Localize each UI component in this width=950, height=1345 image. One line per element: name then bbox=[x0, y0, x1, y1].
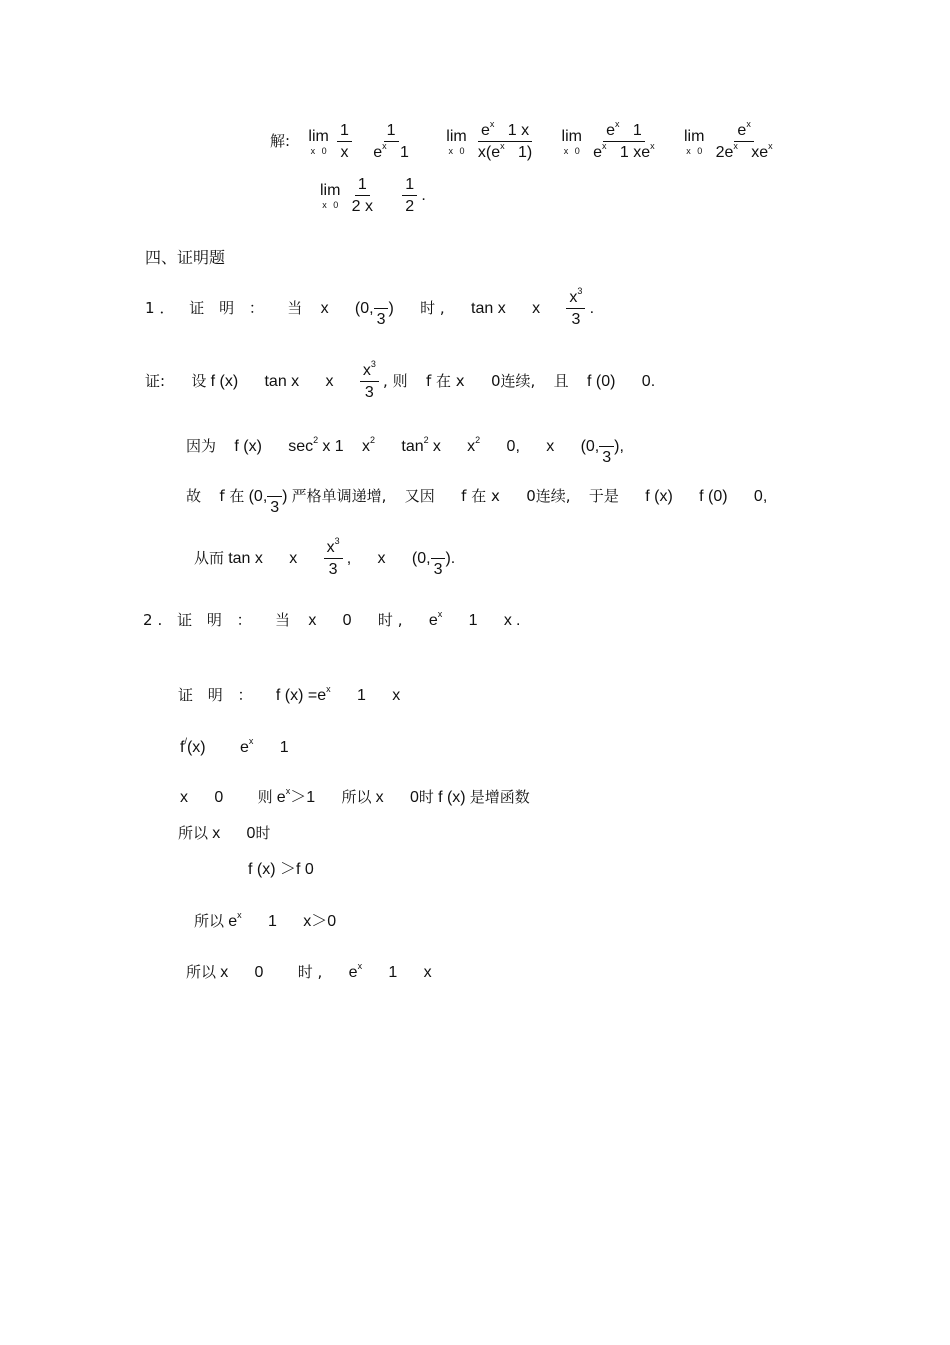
proof-1-conclusion: 从而 tan x x $\frac{x^3}{3}$ , x (0, 3 ). bbox=[194, 536, 456, 578]
fraction: $\frac{1}{2 x}$ bbox=[351, 176, 373, 215]
fraction-result: $\frac{1}{2}$ bbox=[402, 177, 417, 215]
limit-operator: lim x 0 bbox=[308, 127, 329, 156]
fraction: $\frac{1}{x}$ bbox=[337, 123, 352, 161]
proof-1-line-2: 因为 f (x) $\sec^2 x$ 1 $x^2$ $\tan^2 x$ $x^2$ 0, x (0, 3 ), bbox=[186, 428, 624, 466]
solution-line-1 bbox=[270, 119, 776, 161]
limit-operator: lim x 0 bbox=[561, 127, 582, 156]
proof-1-line-3: 故 f 在 (0, 3 ) 严格单调递增, 又因 f 在 x 0连续, 于是 f (x) f (0) 0, bbox=[186, 478, 767, 516]
fraction: $\frac{e^x 1 x}{x(e^x 1)}$ bbox=[477, 119, 533, 161]
fraction: $\frac{e^x 1}{e^x 1 xe^x}$ bbox=[593, 119, 655, 161]
fraction: $\frac{e^x}{2e^x xe^x}$ bbox=[715, 119, 773, 161]
solution-line-2: lim x 0 $\frac{1}{2 x}$ $\frac{1}{2}$ . bbox=[320, 176, 426, 215]
limit-operator: lim x 0 bbox=[320, 181, 341, 210]
limit-operator: lim x 0 bbox=[446, 127, 467, 156]
limit-operator: lim x 0 bbox=[683, 127, 705, 156]
proof-2-derivative: f/(x) $e^x$ 1 bbox=[180, 736, 289, 756]
fraction: $\frac{1}{e^x 1}$ bbox=[373, 122, 409, 161]
proof-2-line-6: 所以 $e^x$ 1 x＞0 bbox=[194, 910, 337, 930]
problem-2-statement: 2. 证 明 ： 当 x 0 时 , $e^x$ 1 x . bbox=[143, 609, 521, 629]
proof-2-line-1: 证 明 ： f $(x) =e^x$ 1 x bbox=[178, 684, 401, 704]
proof-1-line-1: 证: 设 f (x) tan x x $\frac{x^3}{3}$ , 则 f 在 x 0连续, 且 f (0) 0. bbox=[145, 359, 656, 401]
proof-2-line-5: f (x) ＞f 0 bbox=[248, 861, 314, 878]
proof-2-line-4: 所以 x 0时 bbox=[178, 824, 271, 842]
problem-1-statement: 1． 证 明 ： 当 x (0, 3 ) 时 , tan x x $\frac{x^3}{3}$ . bbox=[145, 286, 595, 328]
proof-2-conclusion: 所以 x 0 时 , $e^x$ 1 x bbox=[186, 961, 432, 981]
solution-label: 解: bbox=[270, 131, 291, 150]
section-title: 四、证明题 bbox=[145, 248, 226, 267]
proof-2-line-3: x 0 则 $e^x>1$ 所以 x 0时 f (x) 是增函数 bbox=[180, 786, 530, 806]
